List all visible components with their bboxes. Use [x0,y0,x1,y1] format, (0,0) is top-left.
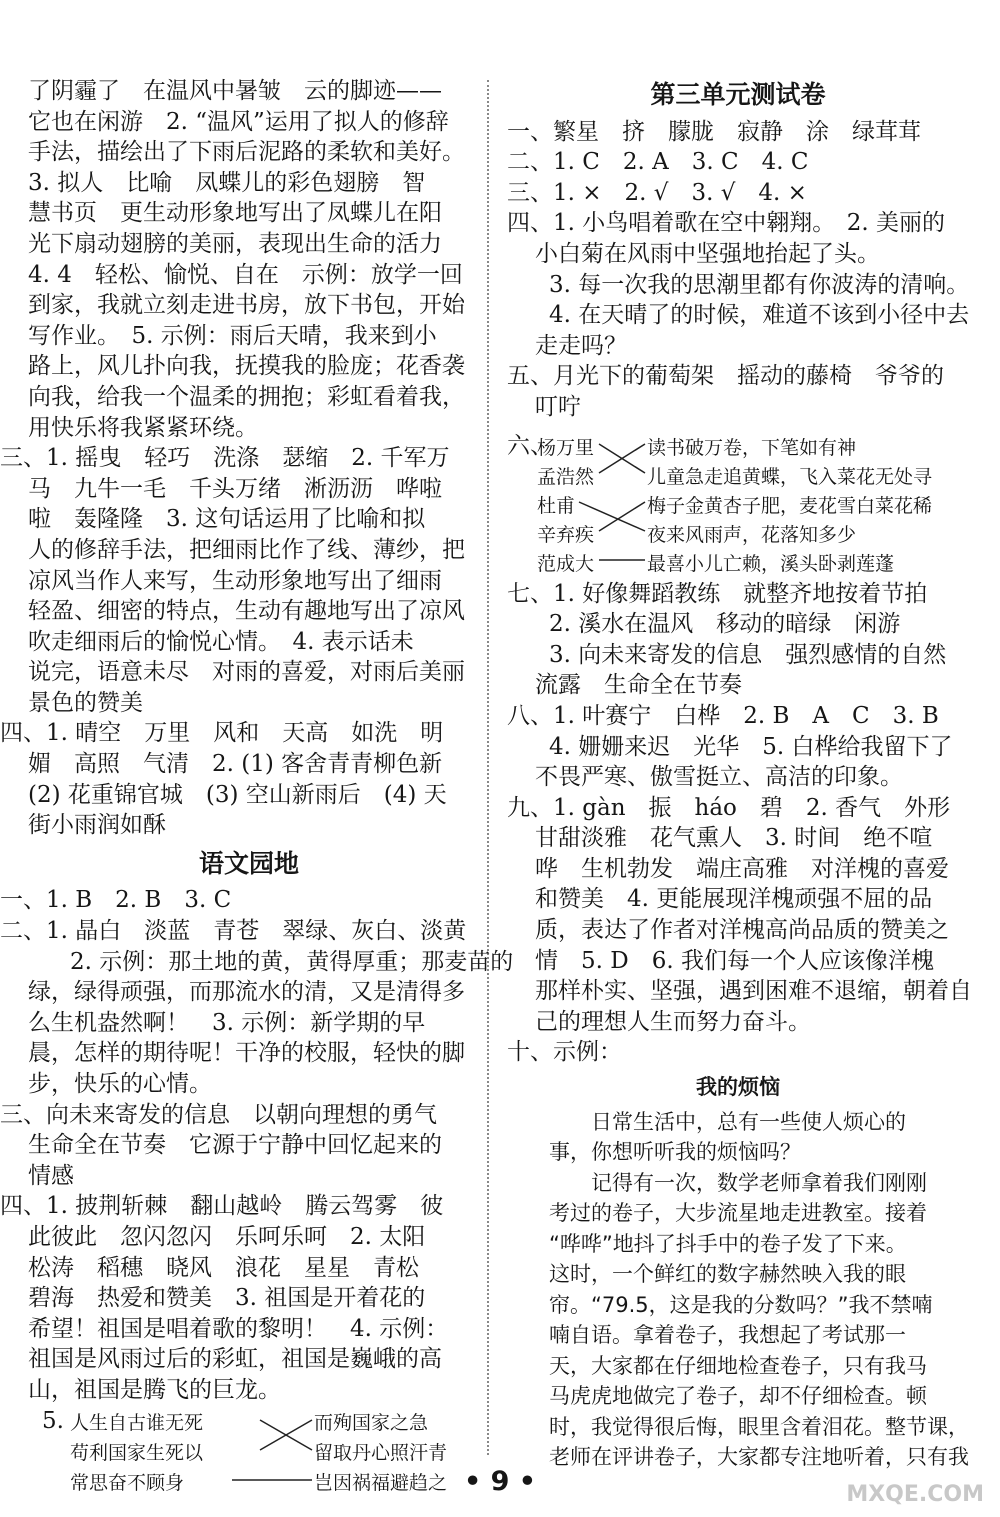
text-line: 山，祖国是腾飞的巨龙。 [28,1376,281,1403]
text-line: 流露 生命全在节奏 [535,672,742,699]
text-line: 街小雨润如酥 [28,812,166,839]
match-right-item: 读书破万卷，下笔如有神 [647,436,857,459]
text-line: 质，表达了作者对洋槐高尚品质的赞美之 [535,917,949,944]
page-number: • 9 • [463,1466,537,1497]
essay-line: 帘。“79.5，这是我的分数吗？”我不禁喃 [549,1292,933,1317]
text-line: 三、1. × 2. √ 3. √ 4. × [507,179,807,206]
text-line: 祖国是风雨过后的彩虹，祖国是巍峨的高 [28,1346,442,1373]
match-right-item: 留取丹心照汗青 [314,1441,448,1464]
match-left-item: 人生自古谁无死 [70,1411,204,1434]
text-line: 生命全在节奏 它源于宁静中回忆起来的 [28,1132,442,1159]
match-right-item: 儿童急走追黄蝶，飞入菜花无处寻 [647,465,933,488]
text-line: 四、1. 晴空 万里 风和 天高 如洗 明 [0,720,444,747]
answer-section-1-5 [507,117,969,423]
match-right-item: 而殉国家之急 [314,1411,429,1434]
essay-line: 考过的卷子，大步流星地走进教室。接着 [549,1201,927,1226]
essay-line: 记得有一次，数学老师拿着我们刚刚 [591,1170,927,1195]
text-line: 写作业。 5. 示例：雨后天晴，我来到小 [28,322,437,349]
text-line: 晨，怎样的期待呢！干净的校服，轻快的脚 [28,1040,465,1067]
text-line: 八、1. 叶赛宁 白桦 2. B A C 3. B [507,702,939,729]
answer-section-7-10 [507,579,972,1069]
left-column [0,76,514,1502]
essay-line: 事，你想听听我的烦恼吗？ [549,1140,801,1165]
text-line: 甘甜淡雅 花气熏人 3. 时间 绝不喧 [535,825,933,852]
text-line: 说完，语意未尽 对雨的喜爱，对雨后美丽 [28,659,465,686]
text-line: 三、向未来寄发的信息 以朝向理想的勇气 [0,1101,437,1128]
text-line: 用快乐将我紧紧环绕。 [28,414,258,441]
text-line: 不畏严寒、傲雪挺立、高洁的印象。 [535,764,903,791]
text-line: 它也在闲游 2. “温风”运用了拟人的修辞 [28,108,449,135]
text-line: 七、1. 好像舞蹈教练 就整齐地按着节拍 [507,580,928,607]
text-line: 慧书页 更生动形象地写出了凤蝶儿在阳 [28,200,442,227]
text-line: 了阴霾了 在温风中暑皱 云的脚迹—— [28,78,442,104]
text-line: (2) 花重锦官城 (3) 空山新雨后 (4) 天 [28,781,447,808]
text-line: 一、1. B 2. B 3. C [0,887,232,914]
essay-line: 日常生活中，总有一些使人烦心的 [591,1109,906,1134]
essay-line: “哗哗”地抖了抖手中的卷子发了下来。 [549,1231,907,1256]
text-line: 到家，我就立刻走进书房，放下书包，开始 [28,292,465,319]
text-line: 2. 溪水在温风 移动的暗绿 闲游 [549,611,901,638]
match-right-item: 夜来风雨声，花落知多少 [647,523,857,546]
text-line: 媚 高照 气清 2. (1) 客舍青青柳色新 [28,751,443,778]
text-line: 4. 4 轻松、愉悦、自在 示例：放学一回 [28,261,463,288]
section-heading-yuwen-yuandi: 语文园地 [198,848,299,878]
text-line: 路上，风儿扑向我，抚摸我的脸庞；花香袭 [28,353,465,380]
text-line: 情感 [28,1162,74,1189]
text-line: 二、1. C 2. A 3. C 4. C [507,149,809,176]
text-line: 情 5. D 6. 我们每一个人应该像洋槐 [535,947,934,974]
text-line: 光下扇动翅膀的美丽，表现出生命的活力 [28,230,442,257]
text-line: 绿，绿得顽强，而那流水的清，又是清得多 [28,979,465,1006]
text-line: 十、示例： [507,1039,622,1066]
essay-line: 马虎虎地做完了卷子，却不仔细检查。顿 [549,1384,927,1409]
text-line: 4. 在天晴了的时候，难道不该到小径中去 [549,302,970,329]
text-line: 碧海 热爱和赞美 3. 祖国是开着花的 [28,1285,426,1312]
text-line: 人的修辞手法，把细雨比作了线、薄纱，把 [28,536,465,563]
essay-line: 天，大家都在仔细地检查卷子，只有我马 [549,1353,927,1378]
text-line: 手法，描绘出了下雨后泥路的柔软和美好。 [28,139,465,166]
match-label: 5. [42,1407,64,1434]
text-line: 景色的赞美 [28,689,143,716]
text-line: 希望！祖国是唱着歌的黎明！ 4. 示例： [28,1315,449,1342]
text-line: 三、1. 摇曳 轻巧 洗涤 瑟缩 2. 千军万 [0,445,450,472]
text-line: 轻盈、细密的特点，生动有趣地写出了凉风 [28,598,465,625]
text-line: 3. 每一次我的思潮里都有你波涛的清响。 [549,271,970,298]
text-line: 3. 拟人 比喻 凤蝶儿的彩色翅膀 智 [28,169,426,196]
text-line: 四、1. 小鸟唱着歌在空中翱翔。 2. 美丽的 [507,210,946,237]
match-left-item: 辛弃疾 [537,523,595,546]
match-left-item: 范成大 [537,552,595,575]
right-column [507,76,972,1473]
text-line: 马 九牛一毛 千头万绪 淅沥沥 哗啦 [28,475,442,502]
essay-line: 喃自语。拿着卷子，我想起了考试那一 [549,1323,906,1348]
text-line: 己的理想人生而努力奋斗。 [535,1008,811,1035]
text-line: 那样朴实、坚强，遇到困难不退缩，朝着自 [535,978,972,1005]
matching-lines [507,429,969,575]
text-line: 此彼此 忽闪忽闪 乐呵乐呵 2. 太阳 [28,1223,426,1250]
essay-line: 这时，一个鲜红的数字赫然映入我的眼 [549,1262,906,1287]
match-left-item: 常思奋不顾身 [70,1471,185,1494]
match-label: 六、 [507,432,553,459]
text-line: 啦 轰隆隆 3. 这句话运用了比喻和拟 [28,506,426,533]
text-line: 和赞美 4. 更能展现洋槐顽强不屈的品 [535,886,933,913]
essay-line: 时，我觉得很后悔，眼里含着泪花。整节课， [549,1414,969,1439]
text-line: 九、1. gàn 振 háo 碧 2. 香气 外形 [507,794,951,821]
watermark: MXQE.COM [846,1482,984,1507]
match-right-item: 梅子金黄杏子肥，麦花雪白菜花稀 [647,494,933,517]
text-line: 么生机盎然啊！ 3. 示例：新学期的早 [28,1009,426,1036]
text-line: 步，快乐的心情。 [28,1071,212,1097]
text-line: 松涛 稻穗 晓风 浪花 星星 青松 [28,1254,419,1281]
section-heading-unit3-test: 第三单元测试卷 [650,80,826,109]
text-line: 吹走细雨后的愉悦心情。 4. 表示话未 [28,628,414,655]
match-left-item: 杨万里 [537,436,595,459]
essay-title: 我的烦恼 [696,1075,780,1100]
column-divider [487,80,489,1455]
answer-block-continued [28,76,470,443]
text-line: 叮咛 [535,393,581,420]
text-line: 四、1. 披荆斩棘 翻山越岭 腾云驾雾 彼 [0,1193,444,1220]
match-left-item: 孟浩然 [537,465,595,488]
answer-section-yuandi [0,885,514,1405]
text-line: 凉风当作人来写，生动形象地写出了细雨 [28,567,442,594]
text-line: 4. 姗姗来迟 光华 5. 白桦给我留下了 [549,733,953,760]
match-left-item: 杜甫 [537,494,576,517]
match-line [599,502,645,531]
matching-exercise-6 [507,429,969,575]
match-left-item: 苟利国家生死以 [70,1441,204,1464]
text-line: 向我，给我一个温柔的拥抱；彩虹看着我， [28,383,465,410]
text-line: 一、繁星 挤 朦胧 寂静 涂 绿茸茸 [507,118,921,145]
essay-body [507,1107,969,1473]
text-line: 小白菊在风雨中坚强地抬起了头。 [535,240,880,267]
text-line: 3. 向未来寄发的信息 强烈感情的自然 [549,641,947,668]
text-line: 2. 示例：那土地的黄，黄得厚重；那麦苗的 [70,948,514,975]
text-line: 五、月光下的葡萄架 摇动的藤椅 爷爷的 [507,363,944,390]
text-line: 二、1. 晶白 淡蓝 青苍 翠绿、灰白、淡黄 [0,918,467,945]
match-right-item: 岂因祸福避趋之 [314,1471,448,1494]
match-line [579,502,645,531]
answer-section-3-4 [0,443,470,841]
essay-line: 老师在评讲卷子，大家都专注地听着，只有我 [549,1445,969,1470]
text-line: 哗 生机勃发 端庄高雅 对洋槐的喜爱 [535,855,949,882]
text-line: 走走吗？ [535,332,627,359]
match-right-item: 最喜小儿亡赖，溪头卧剥莲蓬 [647,552,895,575]
